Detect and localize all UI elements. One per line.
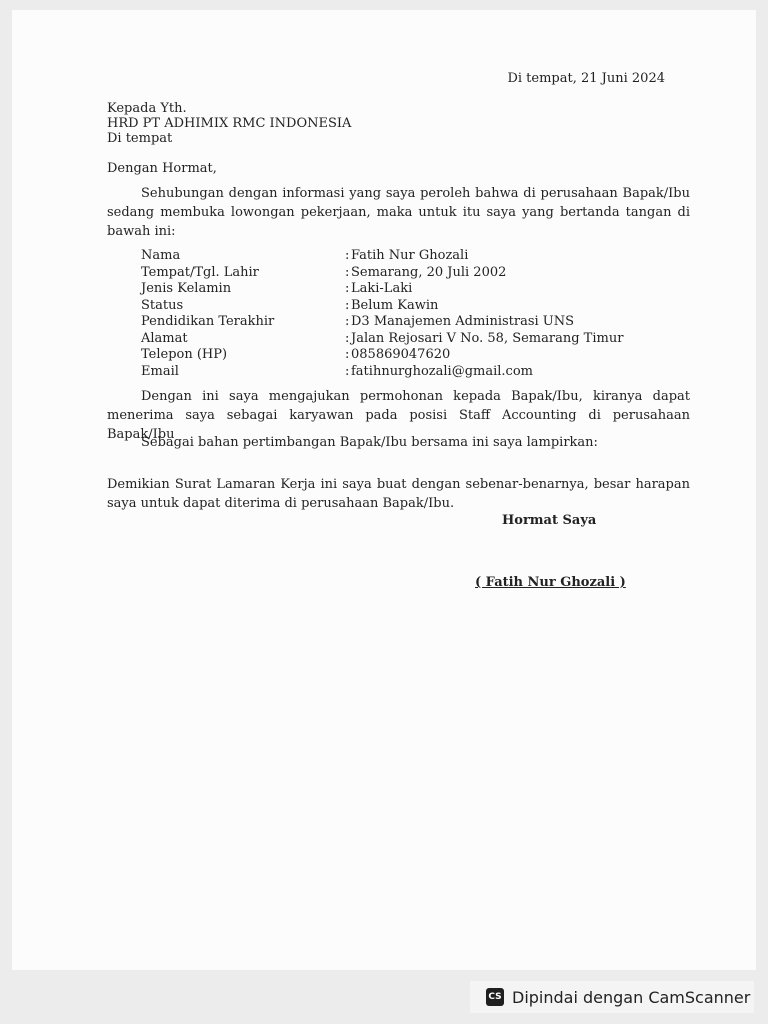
camscanner-watermark (470, 981, 754, 1013)
greeting: Dengan Hormat, (107, 161, 217, 176)
identity-label: Pendidikan Terakhir (141, 314, 275, 329)
closing-salutation: Hormat Saya (502, 513, 597, 528)
identity-colon: : (345, 330, 350, 346)
identity-colon: : (345, 363, 350, 379)
identity-colon: : (345, 264, 350, 280)
attachment-paragraph: Sebagai bahan pertimbangan Bapak/Ibu bersama ini saya lampirkan: (141, 435, 598, 450)
letter-date: Di tempat, 21 Juni 2024 (507, 71, 665, 86)
identity-row-phone (141, 347, 623, 364)
identity-row-email (141, 364, 623, 381)
identity-table (141, 248, 623, 380)
recipient-line-2: HRD PT ADHIMIX RMC INDONESIA (107, 116, 352, 131)
recipient-line-1: Kepada Yth. (107, 101, 187, 116)
identity-row-gender (141, 281, 623, 298)
identity-value: 085869047620 (351, 347, 451, 362)
identity-colon: : (345, 297, 350, 313)
camscanner-label: Dipindai dengan CamScanner (512, 987, 751, 1007)
signature-name: ( Fatih Nur Ghozali ) (475, 575, 626, 590)
identity-colon: : (345, 248, 350, 263)
identity-row-education (141, 314, 623, 331)
identity-label: Jenis Kelamin (141, 281, 232, 296)
identity-label: Nama (141, 248, 181, 263)
identity-value: Belum Kawin (351, 297, 439, 313)
identity-label: Tempat/Tgl. Lahir (141, 264, 259, 280)
identity-value: Fatih Nur Ghozali (351, 248, 469, 263)
identity-value: fatihnurghozali@gmail.com (351, 363, 533, 379)
identity-label: Status (141, 297, 184, 313)
identity-value: Semarang, 20 Juli 2002 (351, 264, 507, 280)
identity-row-status (141, 298, 623, 315)
recipient-line-3: Di tempat (107, 131, 173, 146)
identity-row-address (141, 331, 623, 348)
identity-value: D3 Manajemen Administrasi UNS (351, 314, 575, 329)
application-paragraph: Dengan ini saya mengajukan permohonan kepada Bapak/Ibu, kiranya dapat menerima saya sebagai karyawan pada posisi Staff Accounting di perusahaan Bapak/Ibu (107, 389, 690, 442)
identity-colon: : (345, 314, 350, 329)
identity-row-name (141, 248, 623, 265)
identity-value: Laki-Laki (351, 281, 413, 296)
recipient-address (107, 101, 351, 146)
intro-paragraph: Sehubungan dengan informasi yang saya peroleh bahwa di perusahaan Bapak/Ibu sedang membuka lowongan pekerjaan, maka untuk itu saya yang bertanda tangan di bawah ini: (107, 186, 690, 239)
identity-value: Jalan Rejosari V No. 58, Semarang Timur (351, 330, 624, 346)
identity-row-birth (141, 265, 623, 282)
identity-label: Alamat (141, 330, 188, 346)
closing-paragraph: Demikian Surat Lamaran Kerja ini saya buat dengan sebenar-benarnya, besar harapan saya untuk dapat diterima di perusahaan Bapak/Ibu. (107, 477, 690, 511)
letter-page (12, 10, 756, 970)
identity-label: Email (141, 363, 179, 379)
camscanner-logo-icon: CS (486, 988, 504, 1006)
identity-label: Telepon (HP) (141, 347, 228, 362)
identity-colon: : (345, 281, 350, 296)
identity-colon: : (345, 347, 350, 362)
